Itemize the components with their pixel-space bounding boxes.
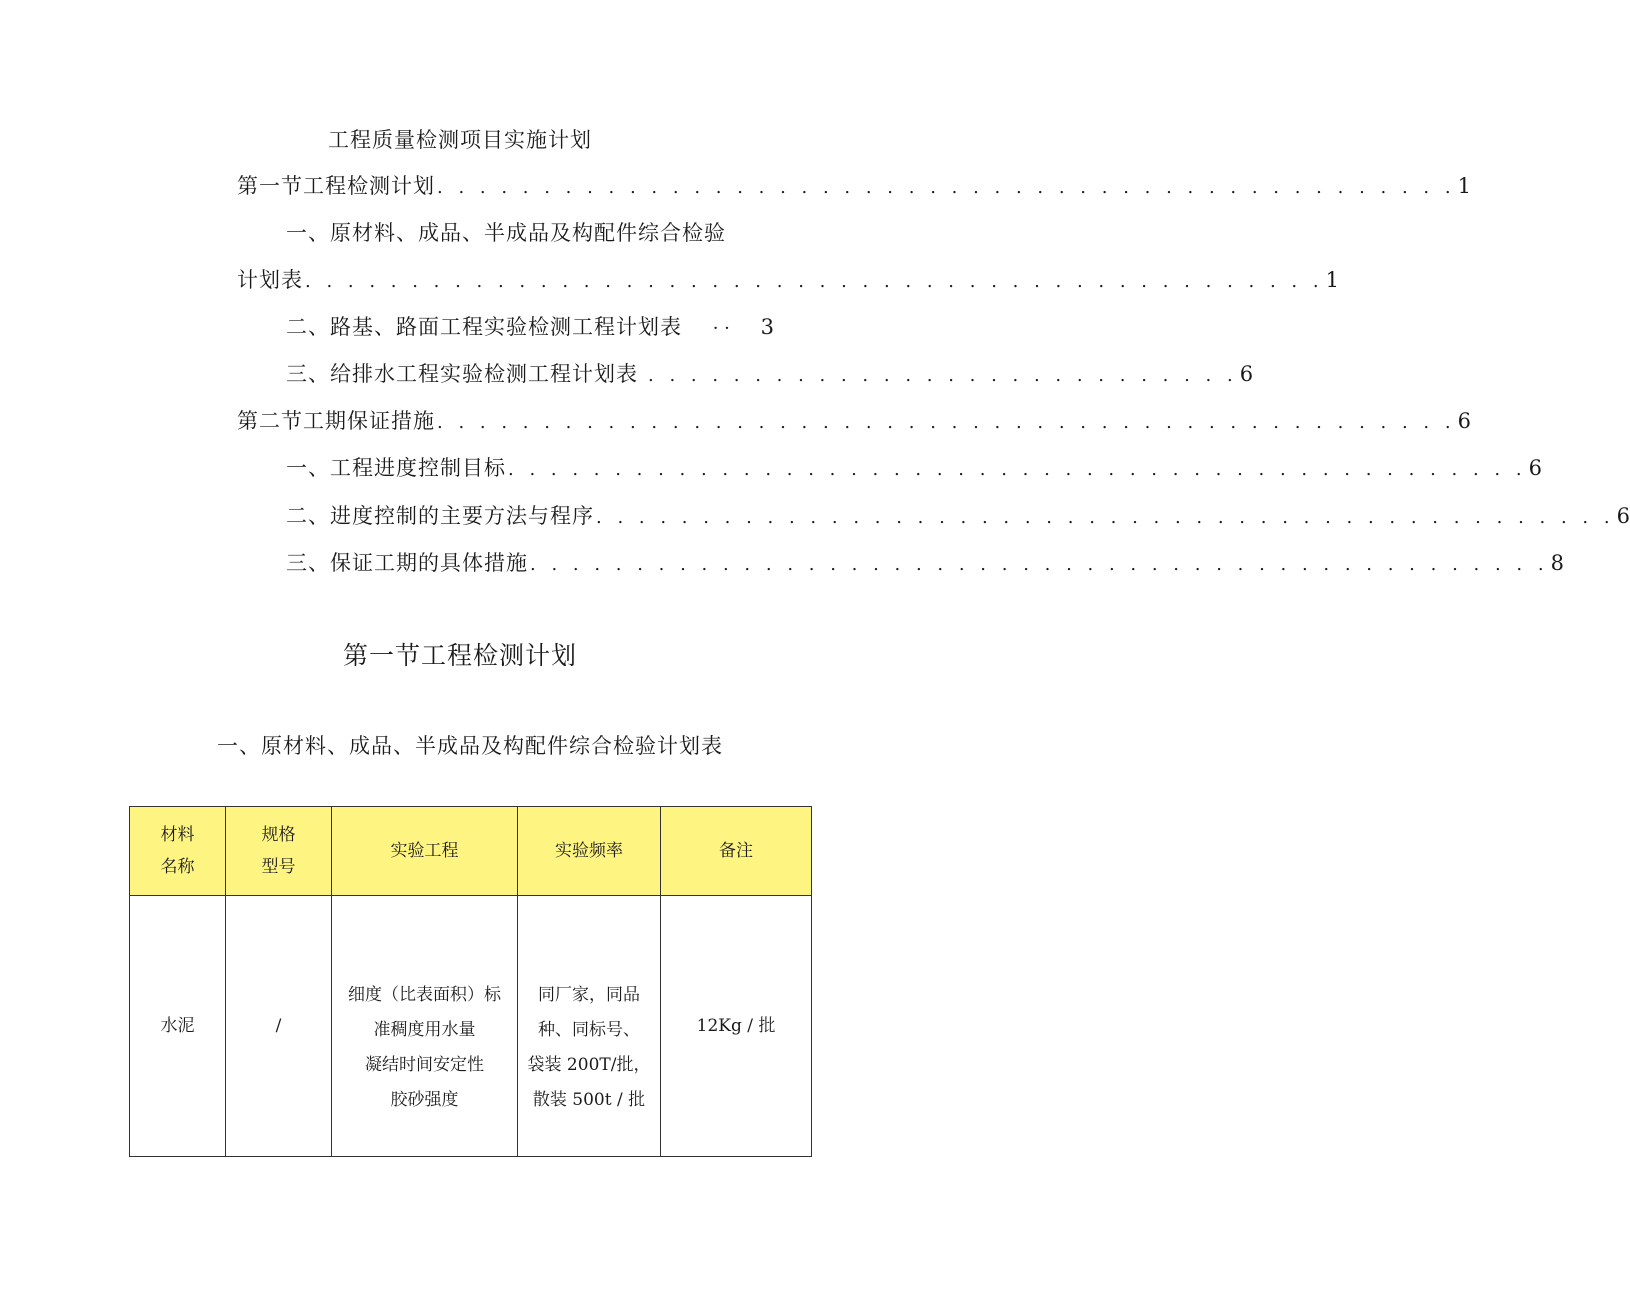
cell-test-items [332,896,518,1157]
header-text: 实验频率 [555,841,623,861]
cell-line: 袋装 200T/批， [527,1055,651,1075]
toc-leader: . . . . . . . . . . . . . . . . . . . . . . . . . . . . . . . . . . . . . . . . . . . . . . . . [437,177,1456,198]
cell-frequency [518,896,661,1157]
toc-entry[interactable] [286,452,1542,484]
header-text: 名称 [160,857,195,877]
toc-entry[interactable] [237,405,1471,437]
toc-entry-text: 计划表 [237,268,303,292]
cell-text: 12Kg / 批 [696,1015,776,1036]
sub-heading: 一、原材料、成品、半成品及构配件综合检验计划表 [217,734,723,758]
toc-page-number: 8 [1550,551,1564,575]
header-text: 备注 [719,841,753,861]
header-spec-model [226,807,332,896]
toc-entry[interactable] [286,358,1254,390]
cell-line: 准稠度用水量 [373,1020,476,1040]
cell-line: 同厂家，同品 [538,985,640,1005]
header-text: 实验工程 [390,841,459,861]
cell-line: 细度（比表面积）标 [348,985,501,1005]
toc-leader: . . . . . . . . . . . . . . . . . . . . . . . . . . . . . . . . . . . . . . . . . . . . . . . . [305,271,1324,292]
toc-leader: . . . . . . . . . . . . . . . . . . . . . . . . . . . . [648,365,1238,386]
header-text: 型号 [261,857,296,877]
toc-leader: . . . . . . . . . . . . . . . . . . . . . . . . . . . . . . . . . . . . . . . . . . . . . . . . [508,459,1527,480]
section-heading: 第一节工程检测计划 [342,641,577,670]
header-material-name [130,807,226,896]
header-text: 材料 [160,825,195,845]
cell-line: 散装 500t / 批 [532,1090,646,1110]
toc-entry-text: 一、工程进度控制目标 [286,456,506,480]
cell-line: 胶砂强度 [390,1090,459,1110]
toc-leader: · · [712,318,730,339]
header-text: 规格 [261,825,296,845]
toc-page-number: 6 [1457,409,1471,433]
cell-remarks [661,896,812,1157]
table-header-row [130,807,812,896]
cell-text: 水泥 [160,1015,195,1036]
header-test-frequency [518,807,661,896]
toc-entry-text: 二、进度控制的主要方法与程序 [286,504,594,528]
toc-entry-text: 第一节工程检测计划 [237,174,435,198]
toc-entry-text: 第二节工期保证措施 [237,409,435,433]
toc-entry-text: 一、原材料、成品、半成品及构配件综合检验 [286,221,726,245]
toc-page-number: 3 [760,315,774,339]
toc-entry[interactable] [286,311,774,343]
toc-leader: . . . . . . . . . . . . . . . . . . . . . . . . . . . . . . . . . . . . . . . . . . . . . . . . [437,412,1456,433]
table-row [130,896,812,1157]
cell-line: 种、同标号、 [538,1020,640,1040]
cell-spec [226,896,332,1157]
toc-page-number: 1 [1457,174,1471,198]
header-remarks [661,807,812,896]
inspection-plan-table [129,806,812,1157]
toc-entry[interactable] [286,547,1564,579]
cell-text: / [275,1015,282,1036]
toc-entry-text: 三、保证工期的具体措施 [286,551,528,575]
toc-leader: . . . . . . . . . . . . . . . . . . . . . . . . . . . . . . . . . . . . . . . . . . . . . . . . [596,507,1615,528]
toc-page-number: 6 [1616,504,1630,528]
toc-entry[interactable] [237,170,1471,202]
toc-entry[interactable] [286,500,1630,532]
toc-leader: . . . . . . . . . . . . . . . . . . . . . . . . . . . . . . . . . . . . . . . . . . . . . . . . [530,554,1549,575]
toc-page-number: 6 [1528,456,1542,480]
toc-page-number: 1 [1325,268,1339,292]
header-test-items [332,807,518,896]
document-title: 工程质量检测项目实施计划 [328,128,592,152]
toc-entry-continuation[interactable] [237,264,1339,296]
toc-entry-text: 三、给排水工程实验检测工程计划表 [286,362,638,386]
toc-page-number: 6 [1239,362,1254,386]
toc-entry-text: 二、路基、路面工程实验检测工程计划表 [286,315,682,339]
cell-material [130,896,226,1157]
toc-entry[interactable] [286,217,726,249]
cell-line: 凝结时间安定性 [365,1055,484,1075]
